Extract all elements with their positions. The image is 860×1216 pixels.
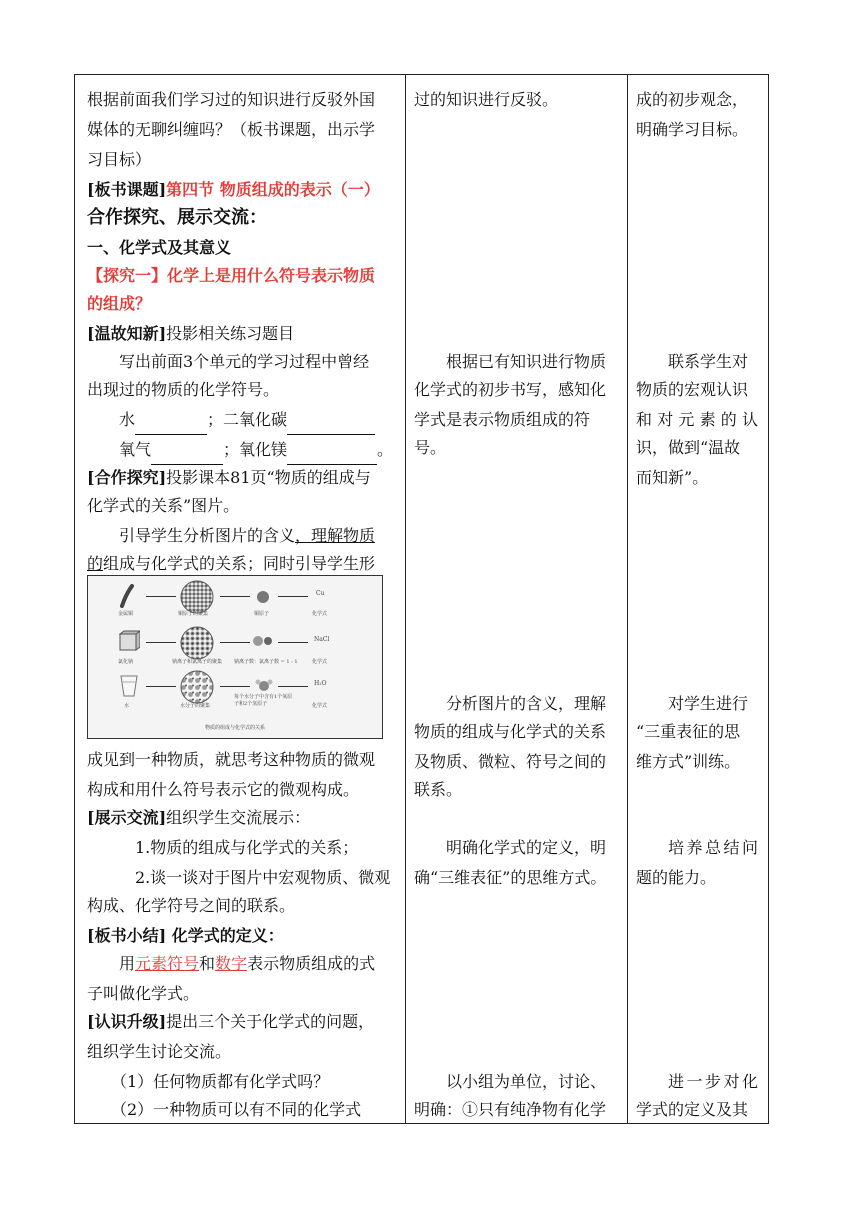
section-heading: 合作探究、展示交流： (87, 207, 267, 228)
upgrade-text: 提出三个关于化学式的问题， (166, 1012, 375, 1031)
blackboard-title (87, 175, 380, 205)
text-line: 成见到一种物质，就思考这种物质的微观 (87, 750, 376, 769)
keyword-number: 数字 (215, 954, 248, 973)
text-line: 出现过的物质的化学符号。 (87, 380, 280, 399)
figure-caption: 物质的组成与化学式的关系 (204, 725, 265, 731)
text-line: 学式是表示物质组成的符 (414, 410, 591, 429)
coop-section (87, 463, 371, 493)
text-line: 化学式的关系”图片。 (87, 496, 240, 515)
summary-section (87, 921, 284, 951)
text-line: 子叫做化学式。 (87, 984, 200, 1003)
guide-line (119, 521, 375, 551)
coop-text: 投影课本81页“物质的组成与 (166, 468, 371, 487)
text-line: 进一步对化 (668, 1072, 758, 1091)
blank-label: 氧化镁 (239, 440, 288, 459)
figure-row (88, 674, 382, 718)
tag-explore: 【探究一】 (87, 266, 168, 285)
text-line: 和对元素的认 (636, 410, 758, 429)
text-line: 以小组为单位，讨论、 (446, 1072, 607, 1091)
text-line: 分析图片的含义，理解 (446, 694, 607, 713)
connector-line (146, 686, 176, 687)
tag-summary: [板书小结] (87, 926, 167, 945)
macro-label: 金属铜 (118, 611, 134, 617)
text-line: 确“三维表征”的思维方式。 (414, 868, 607, 887)
question-item: （2）一种物质可以有不同的化学式 (111, 1100, 362, 1119)
definition-line (119, 949, 375, 979)
answer-blank (135, 416, 207, 435)
student-activity-column (406, 75, 628, 1124)
teacher-activity-column (75, 75, 406, 1124)
summary-text: 化学式的定义： (166, 926, 284, 945)
text-line: 明确学习目标。 (636, 120, 749, 139)
particle-label: 钠离子数：氯离子数 = 1 : 1 (234, 659, 298, 665)
formula-label: H₂O (314, 680, 327, 687)
text-line: 对学生进行 (668, 694, 749, 713)
text-span: 用 (119, 954, 136, 973)
separator: ； (223, 440, 240, 459)
tag-upgrade: [认识升级] (87, 1012, 167, 1031)
exercise-row (119, 435, 393, 465)
text-span: 组成与化学式的关系；同时引导学生形 (103, 554, 376, 573)
connector-line (146, 642, 176, 643)
text-line: 识，做到“温故 (636, 438, 741, 457)
blank-label: 氧气 (119, 440, 152, 459)
text-line: 明确化学式的定义，明 (446, 838, 607, 857)
water-molecule-icon (254, 678, 274, 692)
connector-line (220, 686, 250, 687)
list-item: 2.谈一谈对于图片中宏观物质、微观 (135, 868, 391, 887)
review-text: 投影相关练习题目 (166, 324, 295, 343)
separator: ； (207, 410, 224, 429)
connector-line (146, 596, 176, 597)
text-line: 过的知识进行反驳。 (414, 90, 559, 109)
text-line: 而知新”。 (636, 468, 709, 487)
list-item-cont: 构成、化学符号之间的联系。 (87, 896, 296, 915)
text-line: 写出前面3个单元的学习过程中曾经 (119, 352, 370, 371)
keyword-element-symbol: 元素符号 (135, 954, 200, 973)
underlined-text: ，理解物质 (295, 526, 376, 545)
text-line: 物质的宏观认识 (636, 380, 749, 399)
figure-row (88, 580, 382, 624)
text-line: 根据前面我们学习过的知识进行反驳外国 (87, 90, 376, 109)
macro-label: 水 (124, 703, 130, 709)
review-section (87, 319, 294, 349)
show-section (87, 803, 310, 833)
kind-label: 化学式 (312, 611, 328, 617)
macro-label: 氯化钠 (118, 659, 134, 665)
formula-label: Cu (316, 590, 325, 597)
copper-atom-icon (256, 590, 270, 604)
text-line: 根据已有知识进行物质 (446, 352, 607, 371)
design-intent-column (628, 75, 769, 1124)
micro-label: 铜原子的聚集 (178, 611, 209, 617)
text-line: 学式的定义及其 (636, 1100, 749, 1119)
text-span: 和 (199, 954, 216, 973)
ions-icon (252, 634, 274, 648)
text-line: 物质的组成与化学式的关系 (414, 722, 607, 741)
water-glass-icon (118, 674, 140, 698)
subsection-heading: 一、化学式及其意义 (87, 238, 232, 257)
text-line: 维方式”训练。 (636, 752, 741, 771)
text-line: 化学式的初步书写，感知化 (414, 380, 607, 399)
tag-show: [展示交流] (87, 808, 167, 827)
text-line: 联系。 (414, 780, 463, 799)
explore-question-cont: 的组成？ (87, 294, 152, 313)
tag-review: [温故知新] (87, 324, 167, 343)
tag-coop: [合作探究] (87, 468, 167, 487)
text-span: 表示物质组成的式 (247, 954, 376, 973)
text-line: “三重表征的思 (636, 722, 741, 741)
text-line: 组织学生讨论交流。 (87, 1042, 232, 1061)
connector-line (220, 596, 250, 597)
ion-lattice-icon (180, 626, 214, 660)
water-molecules-icon (180, 670, 214, 704)
separator: 。 (377, 440, 394, 459)
text-line: 号。 (414, 438, 447, 457)
copper-wire-icon (116, 584, 138, 608)
lesson-title: 第四节 物质组成的表示（一） (166, 180, 380, 199)
connector-line (220, 642, 250, 643)
explore-question (87, 261, 375, 291)
text-line: 成的初步观念， (636, 90, 749, 109)
list-item: 1.物质的组成与化学式的关系； (135, 838, 359, 857)
lesson-plan-table (74, 74, 769, 1124)
underlined-text: 的 (87, 554, 104, 573)
text-line: 构成和用什么符号表示它的微观构成。 (87, 780, 360, 799)
micro-label: 钠离子和氯离子的聚集 (172, 659, 223, 665)
figure-row (88, 628, 382, 672)
salt-crystal-icon (118, 630, 140, 652)
exercise-row (119, 405, 375, 435)
text-line: 媒体的无聊纠缠吗？（板书课题，出示学 (87, 120, 376, 139)
connector-line (278, 642, 308, 643)
text-span: 引导学生分析图片的含义 (119, 526, 296, 545)
text-line: 及物质、微粒、符号之间的 (414, 752, 607, 771)
micro-label: 水分子的聚集 (180, 703, 211, 709)
blank-label: 水 (119, 410, 136, 429)
show-text: 组织学生交流展示： (166, 808, 311, 827)
copper-lattice-icon (180, 580, 214, 614)
connector-line (278, 596, 308, 597)
blank-label: 二氧化碳 (223, 410, 288, 429)
question-item: （1）任何物质都有化学式吗？ (111, 1072, 330, 1091)
particle-label: 铜原子 (254, 611, 270, 617)
text-line: 培养总结问 (668, 838, 758, 857)
kind-label: 化学式 (312, 659, 328, 665)
particle-label: 每个水分子中含有1个氧原子和2个氢原子 (234, 694, 293, 707)
text-line: 题的能力。 (636, 868, 717, 887)
explore-text: 化学上是用什么符号表示物质 (167, 266, 376, 285)
formula-label: NaCl (314, 636, 330, 643)
connector-line (278, 686, 308, 687)
upgrade-section (87, 1007, 374, 1037)
composition-figure (87, 575, 383, 739)
kind-label: 化学式 (312, 703, 328, 709)
text-line: 联系学生对 (668, 352, 749, 371)
tag-blackboard: [板书课题] (87, 180, 167, 199)
text-line: 习目标） (87, 150, 152, 169)
answer-blank (287, 416, 375, 435)
text-line: 明确：①只有纯净物有化学 (414, 1100, 607, 1119)
